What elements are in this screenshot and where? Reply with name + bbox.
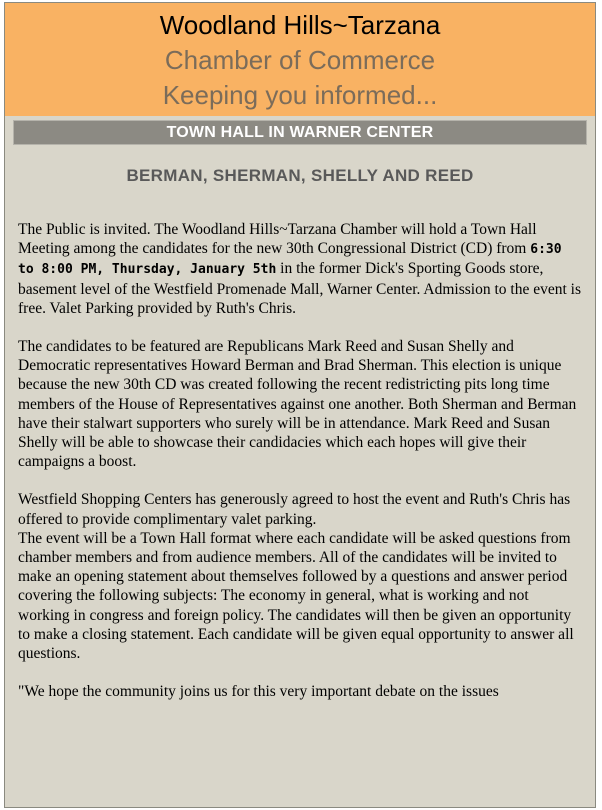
paragraph-gap: [18, 471, 583, 490]
article-paragraph-2: The candidates to be featured are Republicans Mark Reed and Susan Shelly and Democratic representatives Howard Berman and Brad Sherman. This election is unique because the new 30th CD was created following the recent redistricting pits long time members of the House of Representatives against one another. Both Sherman and Berman have their stalwart supporters who surely will be in attendance. Mark Reed and Susan Shelly will be able to showcase their candidacies which each hopes will give their campaigns a boost.: [18, 338, 577, 471]
section-banner: TOWN HALL IN WARNER CENTER: [13, 120, 587, 145]
newsletter-header: [5, 3, 595, 116]
event-time: 6:30 to 8:00 PM, Thursday, January 5th: [18, 242, 562, 278]
article-paragraph-3: Westfield Shopping Centers has generously agreed to host the event and Ruth's Chris has offered to provide complimentary valet parking.: [18, 491, 571, 528]
newsletter-frame: [4, 2, 596, 808]
article-paragraph-4: The event will be a Town Hall format where each candidate will be asked questions from chamber members and from audience members. All of the candidates will be invited to make an opening statement about themselves followed by a questions and answer period covering the following subjects: The economy in general, what is working and not working in congress and foreign policy. The candidates will then be given an opportunity to make a closing statement. Each candidate will be given equal opportunity to answer all questions.: [18, 529, 574, 663]
paragraph-gap: [18, 663, 583, 682]
p1-text-end: in the former Dick's Sporting Goods store, basement level of the Westfield Promenade Mall, Warner Center. Admission to the event is free. Valet Parking provided by Ruth's Chris.: [18, 260, 581, 317]
tagline: Keeping you informed...: [162, 80, 438, 110]
p1-text-start: The Public is invited. The Woodland Hills~Tarzana Chamber will hold a Town Hall Meeting among the candidates for the new 30th Congressional District (CD) from: [18, 221, 537, 258]
article-paragraph-5: "We hope the community joins us for this very important debate on the issues: [18, 683, 499, 701]
article-paragraph-1: [18, 220, 583, 318]
chamber-name: Chamber of Commerce: [164, 45, 436, 75]
article-headline: BERMAN, SHERMAN, SHELLY AND REED: [126, 166, 474, 185]
article-body: [5, 220, 595, 701]
organization-name: Woodland Hills~Tarzana: [159, 10, 441, 40]
paragraph-gap: [18, 318, 583, 337]
